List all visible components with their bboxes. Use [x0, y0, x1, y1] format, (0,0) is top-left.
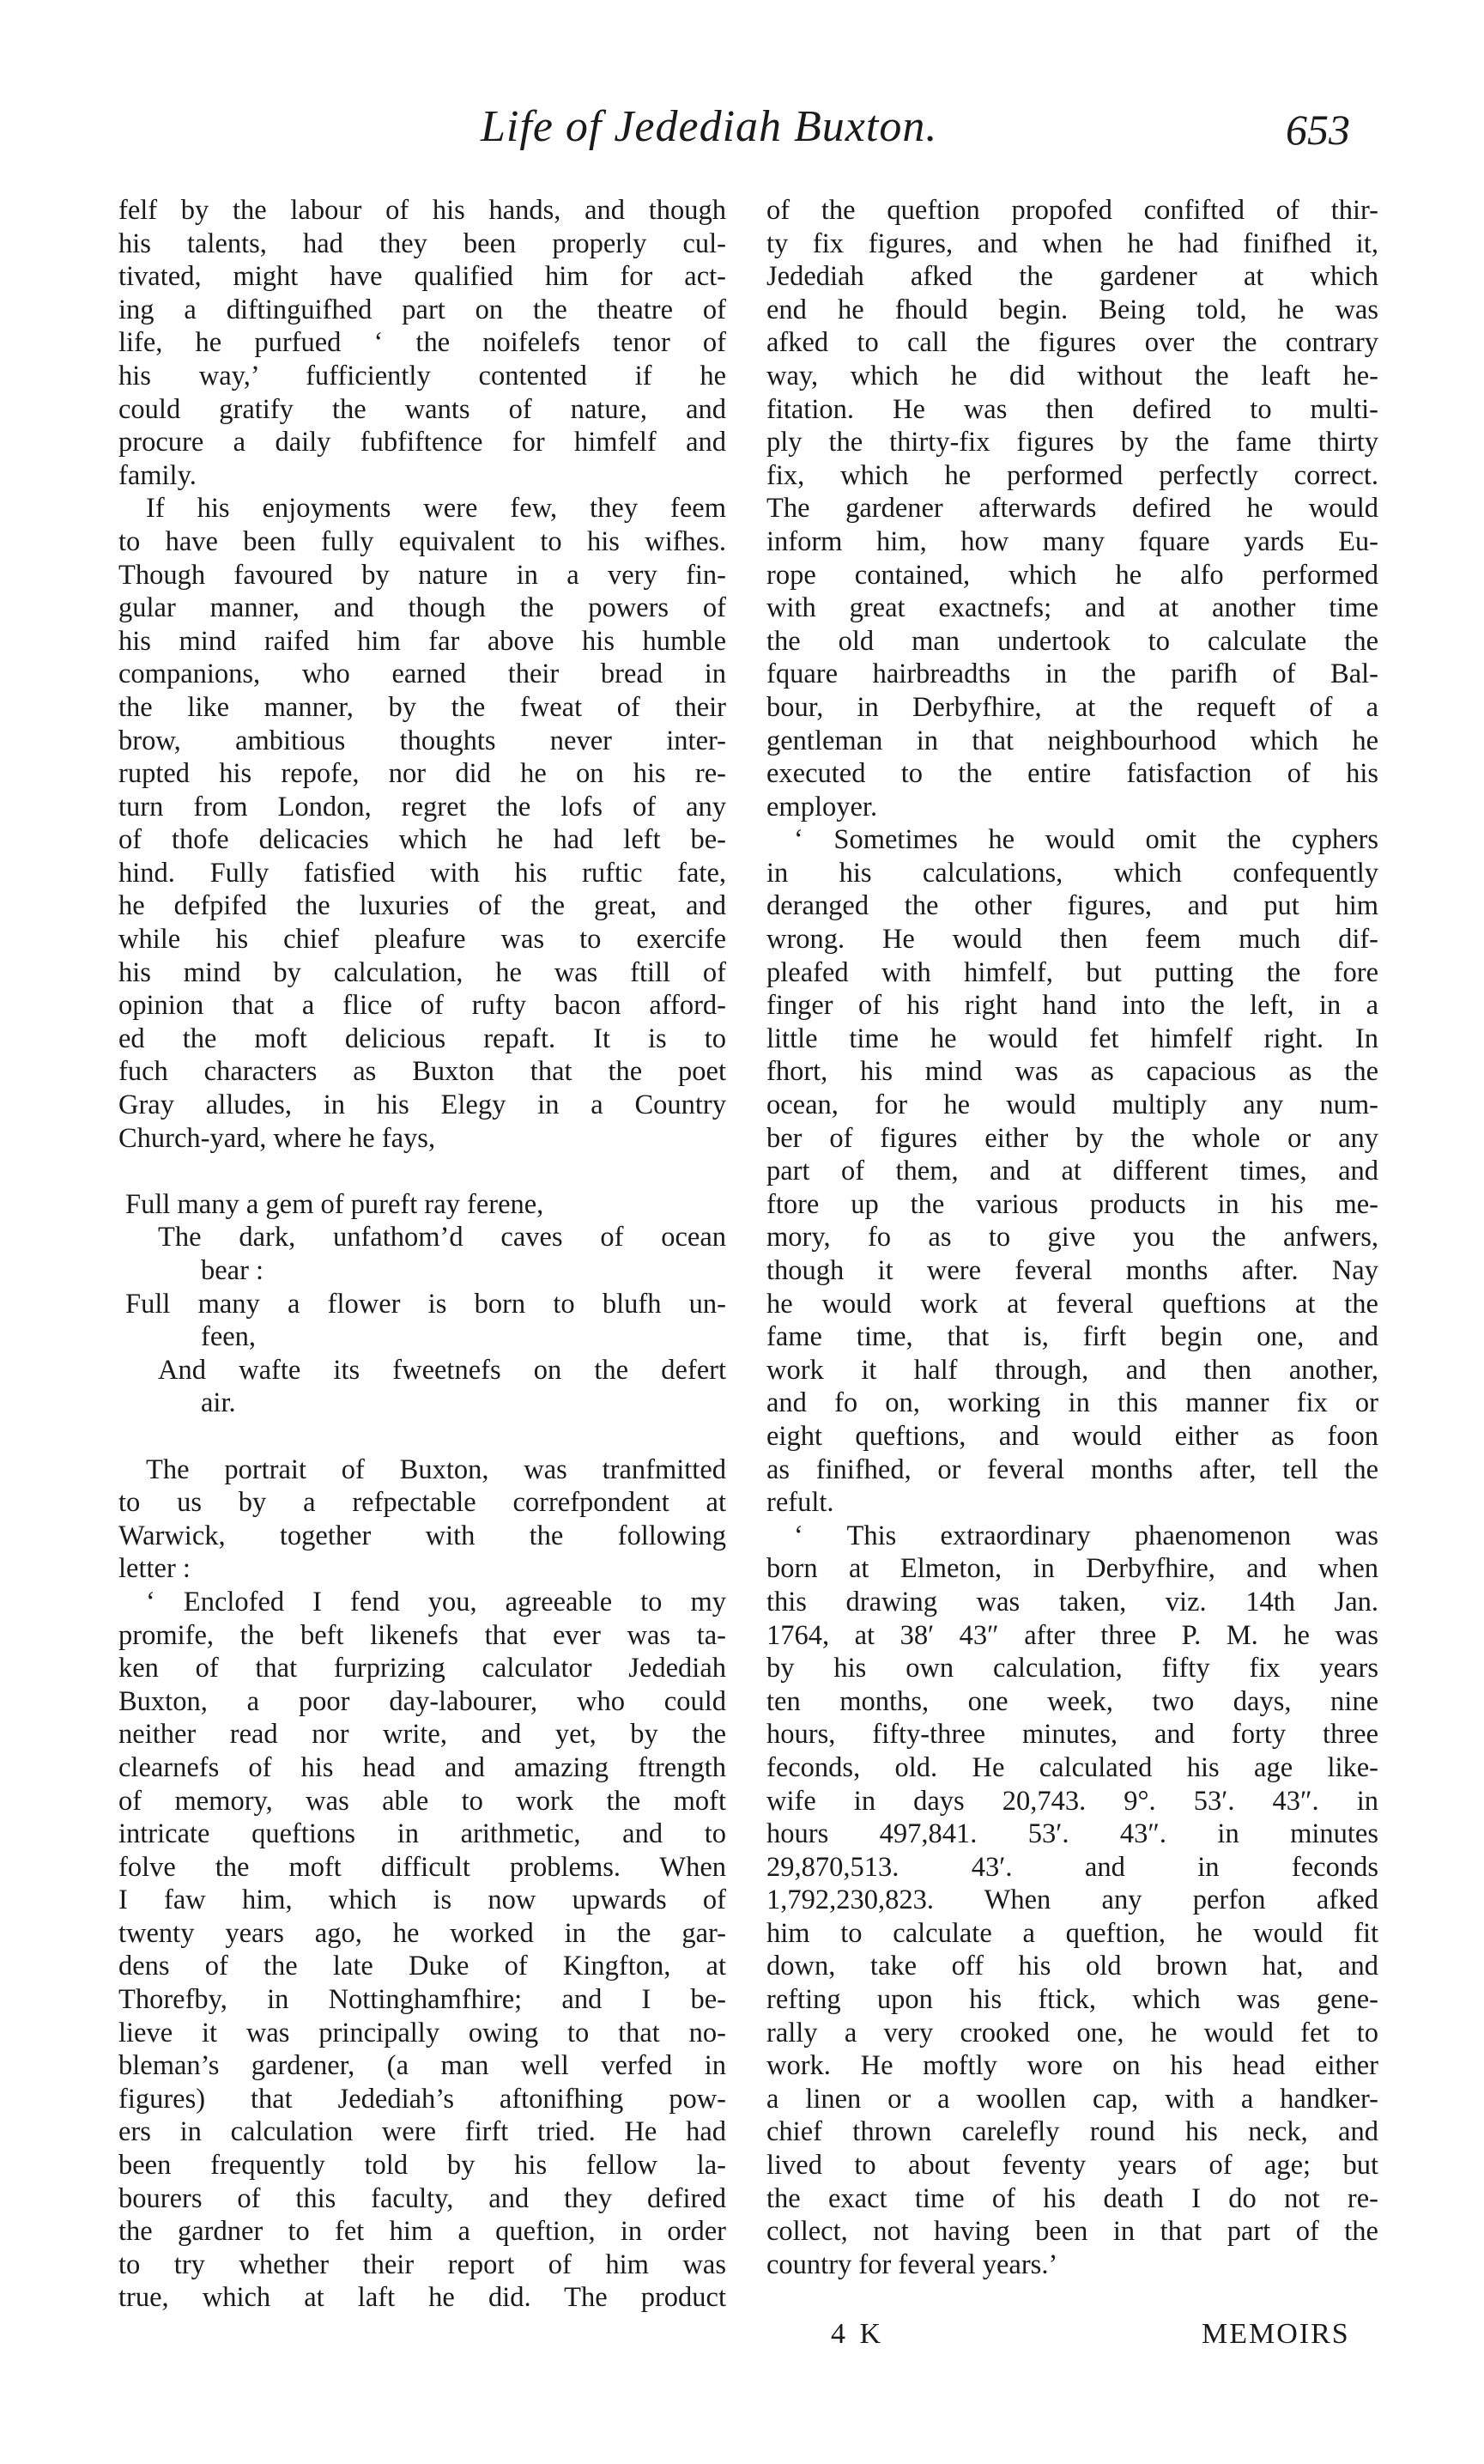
- text-line: neither read nor write, and yet, by the: [118, 1719, 726, 1751]
- text-line: his mind raifed him far above his humble: [118, 625, 726, 657]
- text-line: he would work at feveral queftions at the: [766, 1288, 1378, 1320]
- text-line: work. He moftly wore on his head either: [766, 2050, 1378, 2082]
- text-line: life, he purfued ‘ the noifelefs tenor of: [118, 327, 726, 359]
- text-line: as finifhed, or feveral months after, tell the: [766, 1454, 1378, 1485]
- text-line: folve the moft difficult problems. When: [118, 1851, 726, 1883]
- text-line: and fo on, working in this manner fix or: [766, 1387, 1378, 1419]
- text-line: I faw him, which is now upwards of: [118, 1884, 726, 1916]
- page-header: [0, 101, 1484, 170]
- text-line: him to calculate a queftion, he would fit: [766, 1917, 1378, 1949]
- blank-line: [118, 1155, 726, 1188]
- text-line: Though favoured by nature in a very fin-: [118, 559, 726, 591]
- text-line: fame time, that is, firft begin one, and: [766, 1321, 1378, 1353]
- text-line: finger of his right hand into the left, in a: [766, 990, 1378, 1022]
- text-line: to us by a refpectable correfpondent at: [118, 1487, 726, 1519]
- text-line: dens of the late Duke of Kingfton, at: [118, 1951, 726, 1982]
- text-line: bleman’s gardener, (a man well verfed in: [118, 2050, 726, 2082]
- text-line: Jedediah afked the gardener at which: [766, 261, 1378, 293]
- text-line: refting upon his ftick, which was gene-: [766, 1984, 1378, 2016]
- text-line: fhort, his mind was as capacious as the: [766, 1056, 1378, 1088]
- text-line: his talents, had they been properly cul-: [118, 228, 726, 259]
- text-line: felf by the labour of his hands, and though: [118, 195, 726, 226]
- text-line: a linen or a woollen cap, with a handker-: [766, 2083, 1378, 2115]
- text-line: to try whether their report of him was: [118, 2249, 726, 2280]
- text-line: part of them, and at different times, and: [766, 1156, 1378, 1187]
- text-line: employer.: [766, 791, 878, 822]
- text-line: collect, not having been in that part of the: [766, 2216, 1378, 2248]
- text-line: fuch characters as Buxton that the poet: [118, 1056, 726, 1088]
- text-line: promife, the beft likenefs that ever was ta-: [118, 1619, 726, 1651]
- text-line: fquare hairbreadths in the parifh of Bal-: [766, 658, 1378, 690]
- text-line: 29,870,513. 43′. and in feconds: [766, 1851, 1378, 1883]
- text-line: deranged the other figures, and put him: [766, 890, 1378, 922]
- text-line: hours, fifty-three minutes, and forty three: [766, 1719, 1378, 1751]
- text-line: rope contained, which he alfo performed: [766, 559, 1378, 591]
- poem-line: air.: [201, 1387, 236, 1419]
- poem-line: The dark, unfathom’d caves of ocean: [158, 1222, 726, 1253]
- text-line: the old man undertook to calculate the: [766, 625, 1378, 657]
- text-line: refult.: [766, 1487, 834, 1519]
- text-line: tivated, might have qualified him for act-: [118, 261, 726, 293]
- text-line: ply the thirty-fix figures by the fame thirty: [766, 427, 1378, 458]
- text-line: end he fhould begin. Being told, he was: [766, 294, 1378, 325]
- text-line: The gardener afterwards defired he would: [766, 493, 1378, 525]
- text-line: If his enjoyments were few, they feem: [146, 493, 726, 525]
- text-line: executed to the entire fatisfaction of his: [766, 758, 1378, 790]
- text-line: by his own calculation, fifty fix years: [766, 1653, 1378, 1684]
- text-line: hind. Fully fatisfied with his ruftic fate,: [118, 857, 726, 889]
- text-line: of the queftion propofed confifted of thir-: [766, 195, 1378, 226]
- text-line: pleafed with himfelf, but putting the fore: [766, 956, 1378, 988]
- text-line: fitation. He was then defired to multi-: [766, 393, 1378, 425]
- text-line: inform him, how many fquare yards Eu-: [766, 525, 1378, 557]
- text-line: ocean, for he would multiply any num-: [766, 1089, 1378, 1121]
- poem-line: And wafte its fweetnefs on the defert: [158, 1354, 726, 1386]
- text-line: Buxton, a poor day-labourer, who could: [118, 1685, 726, 1717]
- text-line: hours 497,841. 53′. 43″. in minutes: [766, 1818, 1378, 1850]
- text-line: way, which he did without the leaft he-: [766, 360, 1378, 391]
- text-line: turn from London, regret the lofs of any: [118, 791, 726, 822]
- signature-mark: 4 K: [831, 2318, 885, 2350]
- blank-line: [118, 1420, 726, 1454]
- text-line: opinion that a flice of rufty bacon afford-: [118, 990, 726, 1022]
- text-line: clearnefs of his head and amazing ftrength: [118, 1751, 726, 1783]
- text-line: mory, fo as to give you the anfwers,: [766, 1222, 1378, 1253]
- poem-line: bear :: [201, 1255, 264, 1286]
- text-line: his mind by calculation, he was ftill of: [118, 956, 726, 988]
- text-line: ty fix figures, and when he had finifhed it,: [766, 228, 1378, 259]
- text-line: the like manner, by the fweat of their: [118, 691, 726, 723]
- text-line: in his calculations, which confequently: [766, 857, 1378, 889]
- poem-line: Full many a gem of pureft ray ferene,: [125, 1188, 544, 1220]
- text-line: rally a very crooked one, he would fet to: [766, 2017, 1378, 2048]
- text-line: ers in calculation were firft tried. He had: [118, 2116, 726, 2148]
- text-line: lived to about feventy years of age; but: [766, 2150, 1378, 2182]
- text-line: could gratify the wants of nature, and: [118, 393, 726, 425]
- text-line: ftore up the various products in his me-: [766, 1188, 1378, 1220]
- text-line: procure a daily fubfiftence for himfelf and: [118, 427, 726, 458]
- text-line: the exact time of his death I do not re-: [766, 2182, 1378, 2214]
- text-line: his way,’ fufficiently contented if he: [118, 360, 726, 391]
- text-line: ten months, one week, two days, nine: [766, 1685, 1378, 1717]
- text-line: 1,792,230,823. When any perfon afked: [766, 1884, 1378, 1916]
- text-line: ber of figures either by the whole or any: [766, 1122, 1378, 1154]
- text-line: gentleman in that neighbourhood which he: [766, 725, 1378, 756]
- text-line: little time he would fet himfelf right. In: [766, 1023, 1378, 1054]
- text-line: afked to call the figures over the contrary: [766, 327, 1378, 359]
- text-line: twenty years ago, he worked in the gar-: [118, 1917, 726, 1949]
- text-line: born at Elmeton, in Derbyfhire, and when: [766, 1553, 1378, 1585]
- text-line: figures) that Jedediah’s aftonifhing pow-: [118, 2083, 726, 2115]
- poem-line: feen,: [201, 1321, 257, 1353]
- text-line: of thofe delicacies which he had left be-: [118, 824, 726, 856]
- text-line: country for feveral years.’: [766, 2249, 1058, 2280]
- text-line: gular manner, and though the powers of: [118, 592, 726, 624]
- text-line: to have been fully equivalent to his wifhes.: [118, 525, 726, 557]
- text-line: though it were feveral months after. Nay: [766, 1255, 1378, 1286]
- text-line: eight queftions, and would either as foon: [766, 1420, 1378, 1452]
- right-column: [766, 194, 1378, 2281]
- text-line: intricate queftions in arithmetic, and to: [118, 1818, 726, 1850]
- text-line: ‘ This extraordinary phaenomenon was: [794, 1520, 1378, 1551]
- page-number: 653: [1286, 106, 1350, 154]
- text-line: ed the moft delicious repaft. It is to: [118, 1023, 726, 1054]
- text-line: ing a diftinguifhed part on the theatre of: [118, 294, 726, 325]
- text-line: ‘ Enclofed I fend you, agreeable to my: [146, 1586, 726, 1617]
- text-line: companions, who earned their bread in: [118, 658, 726, 690]
- text-line: Church-yard, where he fays,: [118, 1122, 436, 1154]
- text-line: bourers of this faculty, and they defired: [118, 2182, 726, 2214]
- text-line: down, take off his old brown hat, and: [766, 1951, 1378, 1982]
- text-line: fix, which he performed perfectly correct.: [766, 459, 1378, 491]
- text-line: the gardner to fet him a queftion, in order: [118, 2216, 726, 2248]
- text-line: bour, in Derbyfhire, at the requeft of a: [766, 691, 1378, 723]
- page-footer: [0, 2318, 1484, 2361]
- text-line: letter :: [118, 1553, 191, 1585]
- text-line: he defpifed the luxuries of the great, and: [118, 890, 726, 922]
- text-line: family.: [118, 459, 197, 491]
- text-line: Warwick, together with the following: [118, 1520, 726, 1551]
- text-line: of memory, was able to work the moft: [118, 1785, 726, 1817]
- text-line: with great exactnefs; and at another time: [766, 592, 1378, 624]
- text-line: Gray alludes, in his Elegy in a Country: [118, 1089, 726, 1121]
- catchword: MEMOIRS: [1202, 2318, 1350, 2350]
- text-line: brow, ambitious thoughts never inter-: [118, 725, 726, 756]
- text-line: this drawing was taken, viz. 14th Jan.: [766, 1586, 1378, 1617]
- text-line: feconds, old. He calculated his age like-: [766, 1751, 1378, 1783]
- text-line: been frequently told by his fellow la-: [118, 2150, 726, 2182]
- running-title: Life of Jedediah Buxton.: [481, 102, 938, 151]
- poem-line: Full many a flower is born to blufh un-: [125, 1288, 726, 1320]
- text-line: lieve it was principally owing to that no-: [118, 2017, 726, 2048]
- text-line: ‘ Sometimes he would omit the cyphers: [794, 824, 1378, 856]
- text-line: work it half through, and then another,: [766, 1354, 1378, 1386]
- text-line: rupted his repofe, nor did he on his re-: [118, 758, 726, 790]
- text-line: wife in days 20,743. 9°. 53′. 43″. in: [766, 1785, 1378, 1817]
- text-line: true, which at laft he did. The product: [118, 2282, 726, 2314]
- text-line: Thorefby, in Nottinghamfhire; and I be-: [118, 1984, 726, 2016]
- text-line: wrong. He would then feem much dif-: [766, 924, 1378, 956]
- text-line: 1764, at 38′ 43″ after three P. M. he was: [766, 1619, 1378, 1651]
- text-line: while his chief pleafure was to exercife: [118, 924, 726, 956]
- text-line: ken of that furprizing calculator Jedediah: [118, 1653, 726, 1684]
- text-line: The portrait of Buxton, was tranfmitted: [146, 1454, 726, 1485]
- left-column: [118, 194, 726, 2315]
- text-line: chief thrown carelefly round his neck, and: [766, 2116, 1378, 2148]
